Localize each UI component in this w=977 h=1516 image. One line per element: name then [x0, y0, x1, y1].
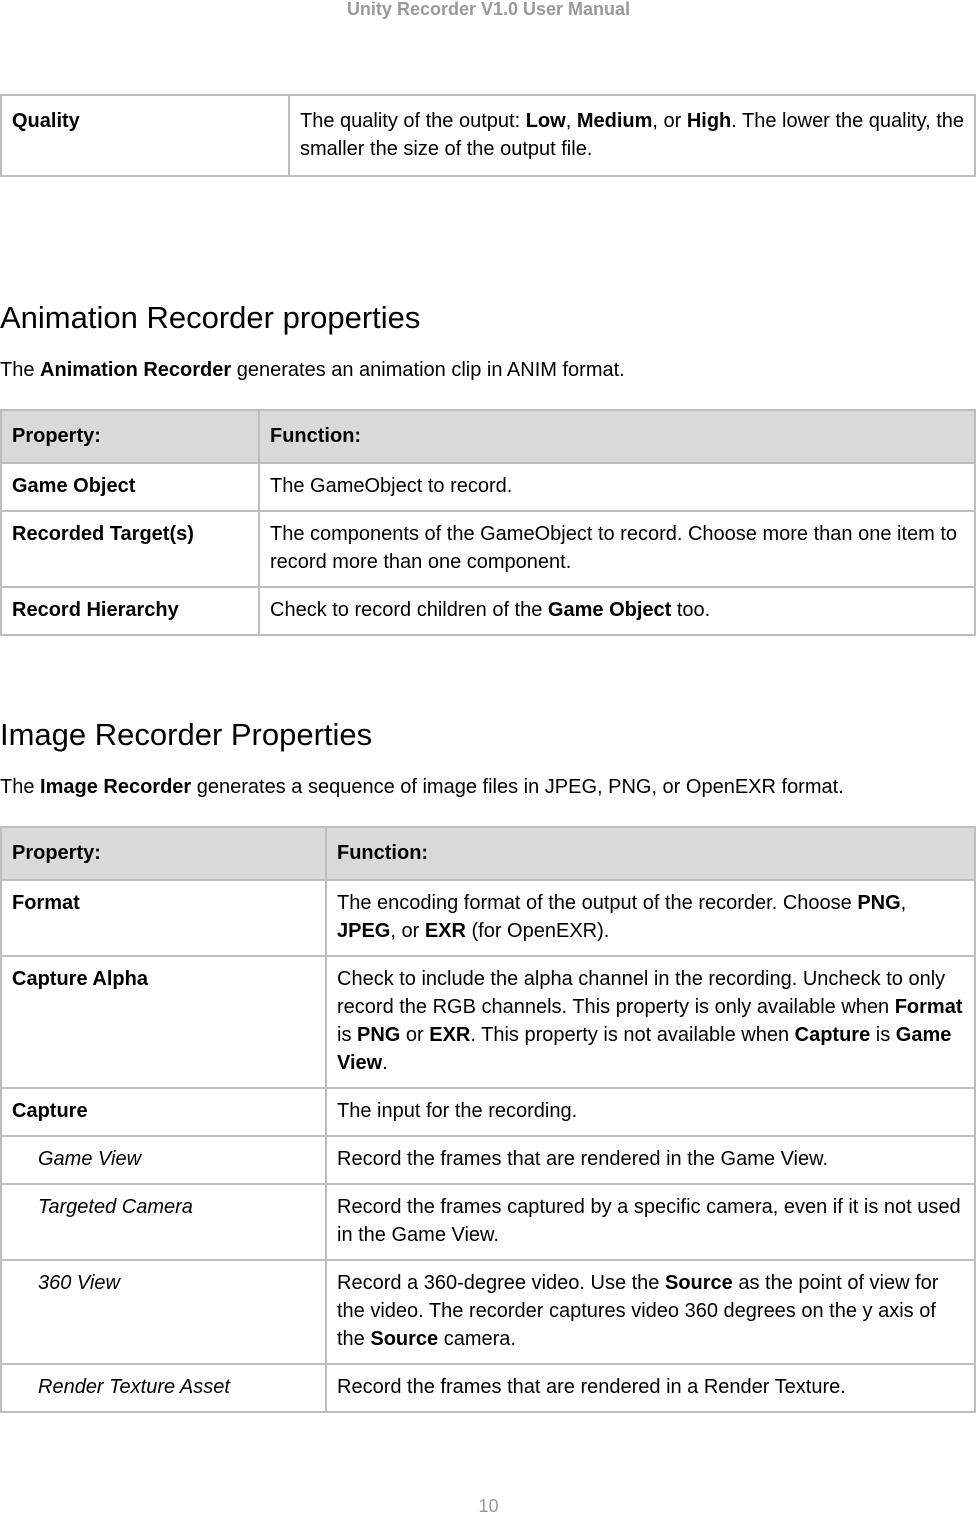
property-cell: Capture	[1, 1088, 326, 1136]
text-run: Record the frames that are rendered in a Render Texture.	[337, 1376, 846, 1398]
function-cell	[326, 1088, 975, 1136]
text-run: The components of the GameObject to record. Choose more than one item to record more than one component.	[270, 523, 958, 573]
text-run: . The lower the quality, the smaller the size of the output file.	[300, 110, 965, 160]
text-run: .	[382, 1052, 388, 1074]
bold-text: JPEG	[337, 920, 391, 942]
section-intro-animation	[0, 358, 625, 382]
text-run: is	[337, 1024, 357, 1046]
quality-table	[0, 94, 976, 177]
text-run: , or	[390, 920, 425, 942]
bold-text: Format	[894, 996, 963, 1018]
bold-text: Game View	[337, 1024, 952, 1074]
table-header-row	[1, 410, 975, 463]
property-cell: Recorded Target(s)	[1, 511, 259, 587]
property-cell: Game Object	[1, 463, 259, 511]
table-row	[1, 463, 975, 511]
bold-text: PNG	[357, 1024, 401, 1046]
text-run: Record the frames captured by a specific camera, even if it is not used in the Game View.	[337, 1196, 961, 1246]
function-cell	[289, 95, 975, 176]
text-run: . This property is not available when	[470, 1024, 795, 1046]
intro-bold-text: Animation Recorder	[40, 359, 232, 381]
bold-text: Capture	[794, 1024, 871, 1046]
column-header-property: Property:	[1, 827, 326, 880]
text-run: The input for the recording.	[337, 1100, 578, 1122]
intro-text: generates a sequence of image files in JPEG, PNG, or OpenEXR format.	[191, 776, 844, 798]
running-header: Unity Recorder V1.0 User Manual	[346, 0, 631, 19]
bold-text: Game Object	[547, 599, 672, 621]
bold-text: Low	[525, 110, 566, 132]
text-run: as the point of view for the video. The recorder captures video 360 degrees on the y axis of the	[337, 1272, 939, 1350]
text-run: too.	[671, 599, 711, 621]
property-cell: Format	[1, 880, 326, 956]
function-cell	[326, 1136, 975, 1184]
table-header-row	[1, 827, 975, 880]
animation-properties-table	[0, 409, 976, 636]
property-cell: Quality	[1, 95, 289, 176]
section-title-animation: Animation Recorder properties	[0, 300, 421, 335]
table-row	[1, 1136, 975, 1184]
text-run: Record a 360-degree video. Use the	[337, 1272, 665, 1294]
table-row	[1, 956, 975, 1088]
bold-text: EXR	[424, 920, 466, 942]
text-run: The quality of the output:	[300, 110, 526, 132]
page-number: 10	[478, 1496, 499, 1516]
section-intro-image	[0, 775, 844, 799]
column-header-property: Property:	[1, 410, 259, 463]
table-row	[1, 1184, 975, 1260]
bold-text: Source	[664, 1272, 733, 1294]
table-row	[1, 1088, 975, 1136]
property-cell: 360 View	[1, 1260, 326, 1364]
text-run: camera.	[438, 1328, 516, 1350]
image-properties-table	[0, 826, 976, 1413]
bold-text: Source	[370, 1328, 439, 1350]
property-cell: Record Hierarchy	[1, 587, 259, 635]
table-row	[1, 1260, 975, 1364]
bold-text: EXR	[429, 1024, 471, 1046]
property-cell: Capture Alpha	[1, 956, 326, 1088]
intro-text: The	[0, 359, 41, 381]
bold-text: Medium	[576, 110, 653, 132]
function-cell	[326, 1364, 975, 1412]
bold-text: High	[686, 110, 732, 132]
text-run: , or	[652, 110, 687, 132]
text-run: is	[870, 1024, 896, 1046]
intro-bold-text: Image Recorder	[40, 776, 192, 798]
text-run: or	[400, 1024, 430, 1046]
function-cell	[326, 956, 975, 1088]
function-cell	[259, 587, 975, 635]
property-cell: Game View	[1, 1136, 326, 1184]
intro-text: generates an animation clip in ANIM format.	[231, 359, 625, 381]
text-run: (for OpenEXR).	[465, 920, 610, 942]
bold-text: PNG	[857, 892, 901, 914]
text-run: Check to record children of the	[270, 599, 548, 621]
function-cell	[326, 1184, 975, 1260]
table-row	[1, 587, 975, 635]
table-row	[1, 1364, 975, 1412]
section-title-image: Image Recorder Properties	[0, 717, 373, 752]
text-run: Check to include the alpha channel in the recording. Uncheck to only record the RGB channels. This property is only available when	[337, 968, 946, 1018]
text-run: Record the frames that are rendered in the Game View.	[337, 1148, 829, 1170]
function-cell	[326, 880, 975, 956]
column-header-function: Function:	[326, 827, 975, 880]
column-header-function: Function:	[259, 410, 975, 463]
text-run: ,	[565, 110, 577, 132]
text-run: The GameObject to record.	[270, 475, 513, 497]
intro-text: The	[0, 776, 41, 798]
property-cell: Render Texture Asset	[1, 1364, 326, 1412]
table-row	[1, 511, 975, 587]
table-row	[1, 880, 975, 956]
function-cell	[259, 511, 975, 587]
function-cell	[259, 463, 975, 511]
table-row	[1, 95, 975, 176]
function-cell	[326, 1260, 975, 1364]
text-run: The encoding format of the output of the recorder. Choose	[337, 892, 858, 914]
property-cell: Targeted Camera	[1, 1184, 326, 1260]
text-run: ,	[900, 892, 907, 914]
